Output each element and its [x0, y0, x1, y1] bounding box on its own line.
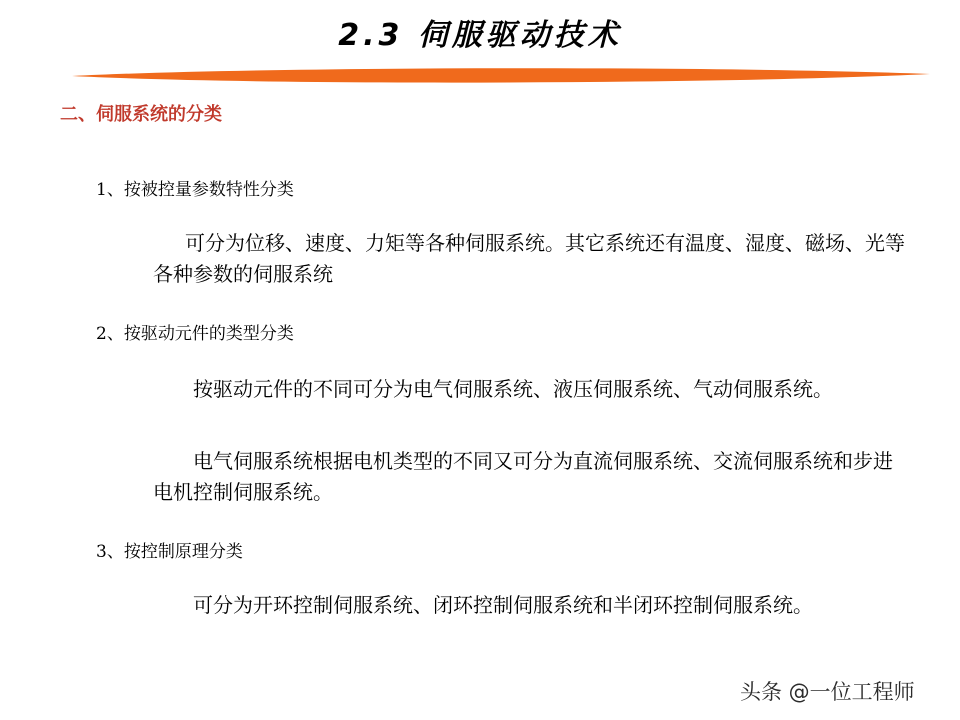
classification-heading-2: 2、按驱动元件的类型分类	[96, 324, 294, 344]
classification-paragraph-3: 可分为开环控制伺服系统、闭环控制伺服系统和半闭环控制伺服系统。	[193, 593, 813, 617]
section-heading: 二、伺服系统的分类	[60, 104, 222, 125]
classification-heading-3: 3、按控制原理分类	[96, 542, 243, 562]
classification-paragraph-1: 可分为位移、速度、力矩等各种伺服系统。其它系统还有温度、湿度、磁场、光等各种参数的伺服系统	[153, 231, 905, 286]
slide-title: 2.3 伺服驱动技术	[338, 18, 622, 53]
classification-heading-1: 1、按被控量参数特性分类	[96, 180, 294, 200]
classification-paragraph-2b: 电气伺服系统根据电机类型的不同又可分为直流伺服系统、交流伺服系统和步进电机控制伺服系统。	[153, 449, 893, 504]
classification-paragraph-2a: 按驱动元件的不同可分为电气伺服系统、液压伺服系统、气动伺服系统。	[193, 377, 833, 401]
watermark: 头条 @一位工程师	[740, 680, 915, 704]
title-underline-swoosh	[70, 64, 932, 88]
